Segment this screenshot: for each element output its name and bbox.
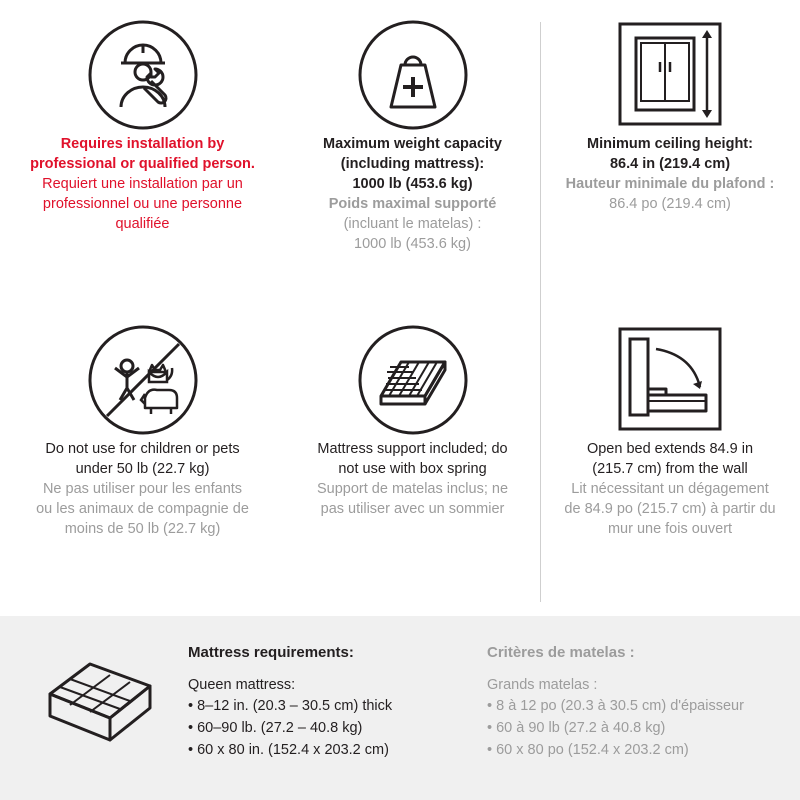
caption-en-line: 86.4 in (219.4 cm) [609, 156, 731, 172]
caption-fr-line: mur une fois ouvert [607, 521, 733, 537]
caption-en-line: Do not use for children or pets [45, 441, 240, 457]
worker-wrench-icon [87, 16, 199, 134]
mattress-requirements-fr [477, 638, 776, 761]
caption-fr-line: de 84.9 po (215.7 cm) à partir du [564, 501, 776, 517]
caption-fr-line: pas utiliser avec un sommier [320, 501, 505, 517]
mattress-requirements-title-en: Mattress requirements: [188, 644, 354, 661]
mattress-requirements-title-fr: Critères de matelas : [487, 644, 635, 661]
caption-en-line: Open bed extends 84.9 in [586, 441, 754, 457]
mattress-spec-line: • 60–90 lb. (27.2 – 40.8 kg) [188, 719, 363, 736]
caption-fr-line: 86.4 po (219.4 cm) [609, 196, 731, 212]
murphy-bed-open-icon [608, 321, 732, 439]
feature-caption [317, 439, 508, 519]
mattress-spec-line: • 60 x 80 in. (152.4 x 203.2 cm) [188, 741, 389, 758]
caption-en-line: Maximum weight capacity [323, 136, 502, 152]
feature-caption [323, 134, 502, 254]
feature-no-children-pets [0, 305, 285, 610]
caption-en-line: Mattress support included; do [317, 441, 508, 457]
feature-caption [566, 134, 775, 214]
caption-fr-line: qualifiée [115, 216, 170, 232]
caption-en-line: Minimum ceiling height: [587, 136, 753, 152]
feature-caption [36, 439, 249, 539]
feature-caption [30, 134, 255, 234]
ceiling-height-icon [608, 16, 732, 134]
caption-en-line: under 50 lb (22.7 kg) [75, 461, 210, 477]
caption-fr-line: Support de matelas inclus; ne [316, 481, 509, 497]
mattress-spec-line: • 60 à 90 lb (27.2 à 40.8 kg) [487, 719, 666, 736]
feature-weight-capacity [285, 0, 540, 305]
mattress-spec-line: • 8–12 in. (20.3 – 30.5 cm) thick [188, 698, 393, 714]
weight-plus-icon [357, 16, 469, 134]
feature-open-bed-clearance [540, 305, 800, 610]
caption-fr-line: professionnel ou une personne [42, 196, 243, 212]
caption-fr-line: Lit nécessitant un dégagement [571, 481, 769, 497]
feature-mattress-support [285, 305, 540, 610]
caption-fr-line: (incluant le matelas) : [343, 216, 482, 232]
caption-en-line: professional or qualified person. [30, 156, 255, 172]
caption-en-line: Requires installation by [60, 136, 225, 152]
caption-en-line: not use with box spring [338, 461, 487, 477]
caption-en-line: 1000 lb (453.6 kg) [352, 176, 473, 192]
feature-ceiling-height [540, 0, 800, 305]
mattress-size-en: Queen mattress: [188, 677, 296, 693]
feature-caption [564, 439, 775, 539]
mattress-icon [24, 638, 174, 760]
mattress-support-icon [357, 321, 469, 439]
mattress-requirements-en [174, 638, 477, 761]
mattress-size-fr: Grands matelas : [487, 677, 598, 693]
caption-fr-line: Ne pas utiliser pour les enfants [42, 481, 243, 497]
caption-fr-line: Poids maximal supporté [328, 196, 497, 212]
no-children-pets-icon [87, 321, 199, 439]
caption-en-line: (including mattress): [340, 156, 485, 172]
mattress-spec-line: • 60 x 80 po (152.4 x 203.2 cm) [487, 741, 689, 758]
caption-fr-line: Hauteur minimale du plafond : [565, 176, 775, 192]
caption-en-line: (215.7 cm) from the wall [592, 461, 748, 477]
caption-fr-line: Requiert une installation par un [42, 176, 243, 192]
caption-fr-line: ou les animaux de compagnie de [36, 501, 249, 517]
mattress-requirements-panel [0, 616, 800, 800]
caption-fr-line: 1000 lb (453.6 kg) [354, 236, 471, 252]
mattress-spec-line: • 8 à 12 po (20.3 à 30.5 cm) d'épaisseur [487, 698, 744, 714]
feature-installation [0, 0, 285, 305]
caption-fr-line: moins de 50 lb (22.7 kg) [64, 521, 221, 537]
